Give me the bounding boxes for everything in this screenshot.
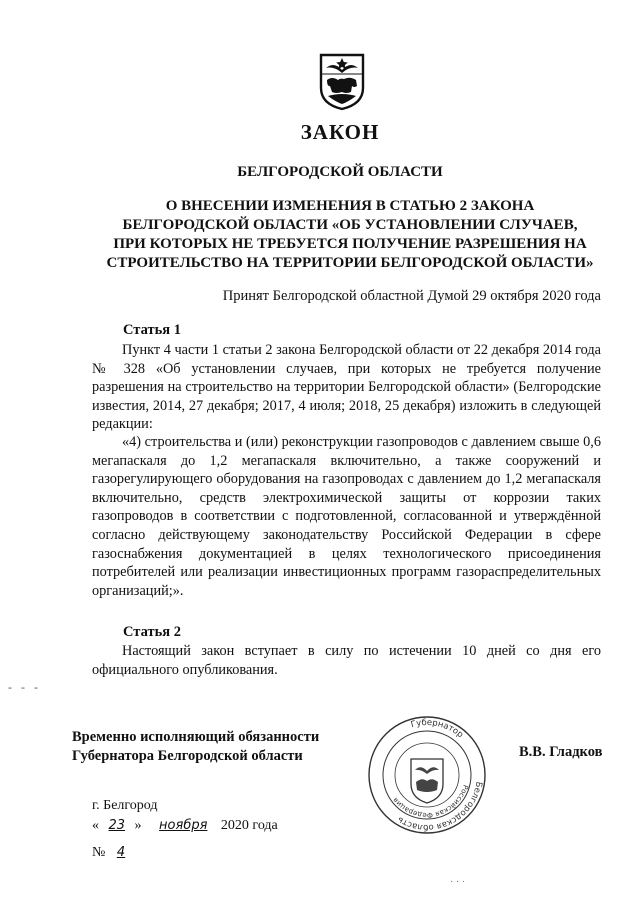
adoption-note: Принят Белгородской областной Думой 29 октября 2020 года (222, 288, 601, 304)
signatory-title (72, 728, 319, 766)
place-of-signing: г. Белгород (92, 798, 158, 813)
law-number (92, 845, 173, 861)
subtitle-line: СТРОИТЕЛЬСТВО НА ТЕРРИТОРИИ БЕЛГОРОДСКОЙ ОБЛАСТИ» (106, 255, 594, 271)
seal-text-outer: Губернатор (409, 717, 466, 741)
margin-marks: - - - (8, 680, 41, 694)
number-label: № (92, 845, 106, 860)
date-quote-open: « (92, 818, 99, 833)
article-1-paragraph-2: «4) строительства и (или) реконструкции газопроводов с давлением свыше 0,6 мегапаскаля до 1,2 мегапаскаля включительно, а также сооружений и газорегулирующего оборудования на газопроводах с давлением до 1,2 мегапаскаля включительно, средств электрохимической защиты от коррозии таких газопроводов в соответствии с подготовленной, согласованной и утверждённой согласно действующему законодательству Российской Федерации в сфере газоснабжения документацией в целях технологического присоединения потребителей или реализации инвестиционных программ газораспределительных организаций;». (92, 434, 601, 599)
date-quote-close: » (134, 818, 142, 833)
signatory-title-line: Губернатора Белгородской области (72, 748, 303, 764)
signatory-title-line: Временно исполняющий обязанности (72, 729, 320, 745)
article-1-paragraph-1: Пункт 4 части 1 статьи 2 закона Белгородской области от 22 декабря 2014 года № 328 «Об установлении случаев, при которых не требуется получение разрешения на строительство на территории Белгородской области» (Белгородские известия, 2014, 27 декабря; 2017, 4 июля; 2018, 25 декабря) изложить в следующей редакции: (92, 342, 601, 433)
date-year: 2020 года (220, 818, 278, 833)
svg-text:Губернатор (410, 718, 465, 740)
document-subtitle (80, 197, 620, 273)
signatory-name: В.В. Гладков (519, 744, 603, 760)
seal-text-inner: Российская Федерация (391, 783, 470, 820)
article-2-paragraph: Настоящий закон вступает в силу по истечении 10 дней со дня его официального опубликования. (92, 643, 601, 678)
article-2-heading: Статья 2 (123, 624, 181, 640)
number-value: 4 (116, 845, 126, 860)
signing-date (92, 818, 278, 834)
date-month: ноября (159, 818, 208, 833)
subtitle-line: О ВНЕСЕНИИ ИЗМЕНЕНИЯ В СТАТЬЮ 2 ЗАКОНА (165, 198, 535, 214)
document-title: ЗАКОН (300, 120, 380, 144)
seal-text-top: Белгородская область (395, 780, 484, 833)
subtitle-line: БЕЛГОРОДСКОЙ ОБЛАСТИ «ОБ УСТАНОВЛЕНИИ СЛУЧАЕВ, (122, 217, 578, 233)
coat-of-arms-icon (318, 52, 366, 112)
scan-specks: ˙ ˙ ˙ (450, 880, 465, 891)
article-1-heading: Статья 1 (123, 322, 181, 338)
subtitle-line: ПРИ КОТОРЫХ НЕ ТРЕБУЕТСЯ ПОЛУЧЕНИЕ РАЗРЕШЕНИЯ НА (113, 236, 587, 252)
document-region: БЕЛГОРОДСКОЙ ОБЛАСТИ (237, 164, 443, 180)
date-day: 23 (108, 818, 126, 833)
official-seal-icon (366, 714, 488, 836)
